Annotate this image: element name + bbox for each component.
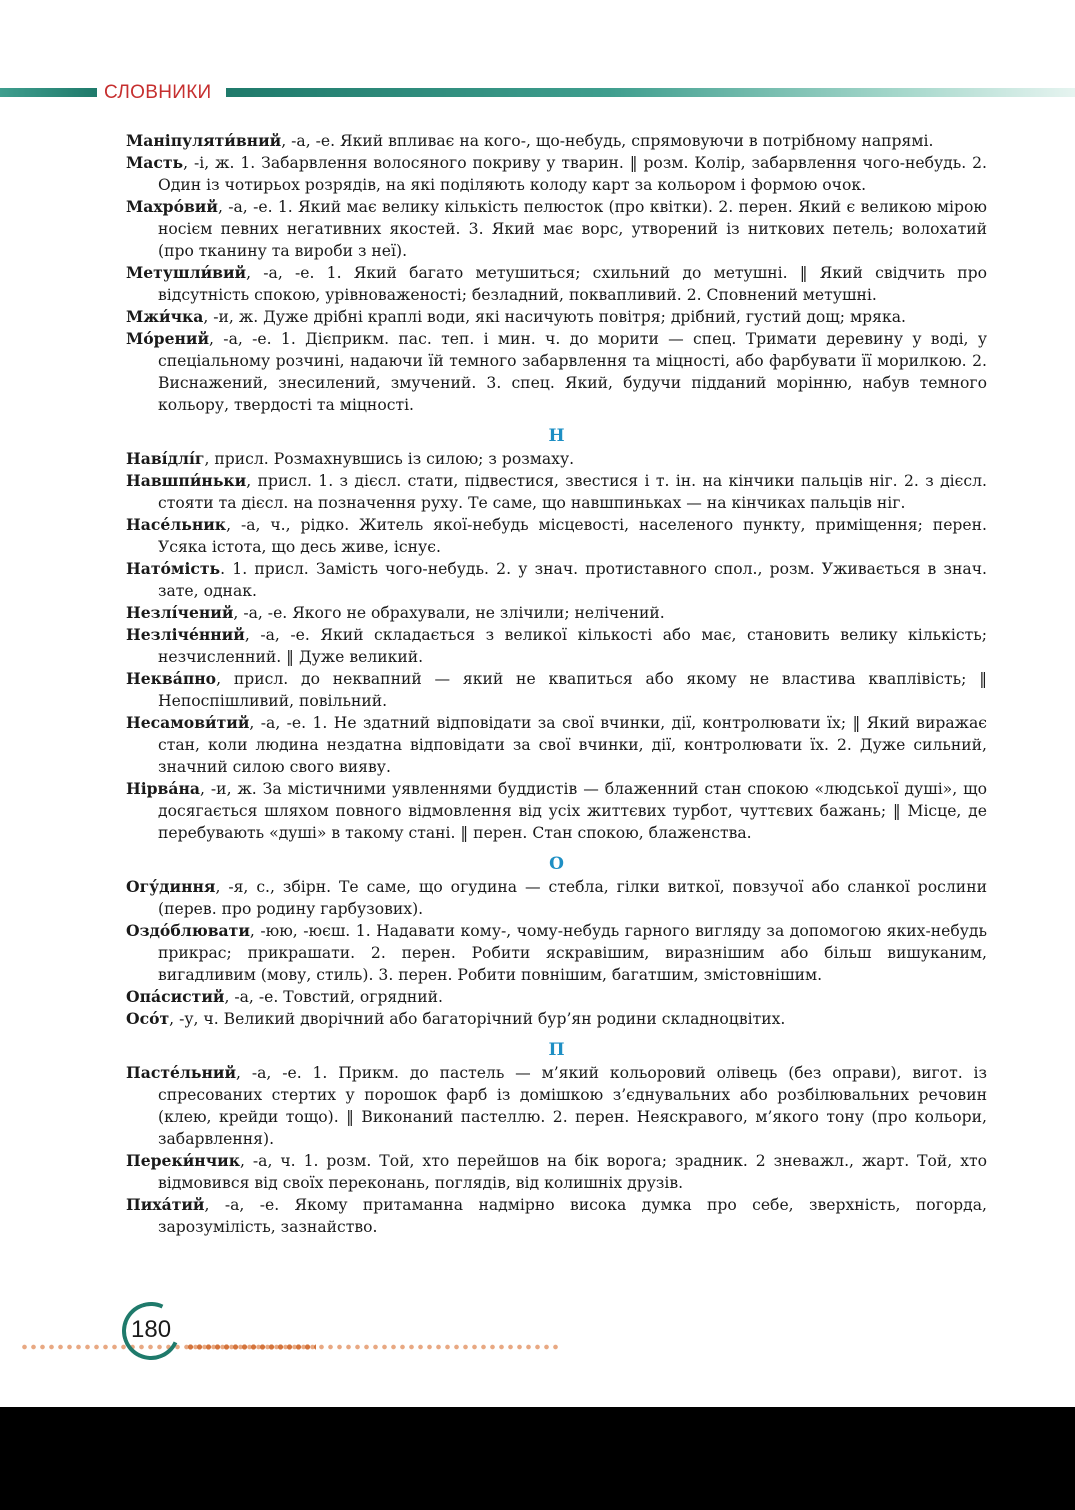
dictionary-entry	[126, 668, 987, 712]
bottom-black-bar	[0, 1407, 1075, 1510]
entry-headword: Махро́вий	[126, 197, 218, 216]
entry-headword: Огу́диння	[126, 877, 216, 896]
dictionary-content	[126, 130, 987, 1238]
entry-definition: , -і, ж. 1. Забарвлення волосяного покриву у тварин. ‖ розм. Колір, забарвлення чого-небудь. 2. Один із чотирьох розрядів, на які поділяють колоду карт за кольором і формою очок.	[158, 154, 987, 194]
entry-definition: , -а, -е. Якому притаманна надмірно висока думка про себе, зверхність, погорда, зарозумілість, зазнайство.	[158, 1196, 987, 1236]
page-number: 180	[131, 1316, 172, 1343]
entry-definition: , -у, ч. Великий дворічний або багаторічний бур’ян родини складноцвітих.	[169, 1010, 786, 1028]
dictionary-entry	[126, 196, 987, 262]
entry-headword: Метушли́вий	[126, 263, 247, 282]
dictionary-entry	[126, 152, 987, 196]
entry-definition: , -а, -е. Який впливає на кого-, що-небудь, спрямовуючи в потрібному напрямі.	[281, 132, 934, 150]
entry-headword: Незлі́чений	[126, 603, 234, 622]
header-accent-bar-right	[226, 88, 1075, 97]
section-title: СЛОВНИКИ	[104, 82, 212, 103]
entry-definition: , -а, -е. Товстий, огрядний.	[224, 988, 444, 1006]
dictionary-entry	[126, 778, 987, 844]
entry-headword: Навшпи́ньки	[126, 471, 247, 490]
dictionary-entry	[126, 1062, 987, 1150]
entry-headword: Нірва́на	[126, 779, 201, 798]
entry-headword: Незліче́нний	[126, 625, 245, 644]
dictionary-entry	[126, 920, 987, 986]
entry-definition: , -и, ж. За містичними уявленнями буддистів — блаженний стан спокою «людської душі», що досягається шляхом повного відмовлення від усіх життєвих турбот, чуттєвих бажань; ‖ Місце, де перебувають «душі» в такому стані. ‖ перен. Стан спокою, блаженства.	[158, 780, 987, 842]
entry-definition: , -а, -е. 1. Який багато метушиться; схильний до метушні. ‖ Який свідчить про відсутність спокою, урівноваженості; безладний, поквапливий. 2. Сповнений метушні.	[158, 264, 987, 304]
section-letter: Н	[548, 426, 565, 446]
dictionary-entry	[126, 262, 987, 306]
entry-definition: , -а, -е. 1. Прикм. до пастель — м’який кольоровий олівець (без оправи), вигот. із спресованих стертих у порошок фарб із домішкою з’єднувальних або розбілювальних речовин (клею, крейди тощо). ‖ Виконаний пастеллю. 2. перен. Неяскравого, м’якого тону (про кольори, забарвлення).	[158, 1064, 987, 1148]
dictionary-entry	[126, 470, 987, 514]
entry-headword: Мо́рений	[126, 329, 210, 348]
entry-definition: , -я, с., збірн. Те саме, що огудина — стебла, гілки виткої, повзучої або сланкої рослини (перев. про родину гарбузових).	[158, 878, 987, 918]
entry-headword: Мжи́чка	[126, 307, 204, 326]
entry-definition: , -а, -е. Якого не обрахували, не злічили; нелічений.	[233, 604, 665, 622]
section-letter: О	[549, 854, 564, 874]
entry-headword: Оздо́блювати	[126, 921, 250, 940]
dictionary-entry	[126, 876, 987, 920]
dictionary-entry	[126, 514, 987, 558]
dictionary-entry	[126, 624, 987, 668]
entry-definition: , -юю, -юєш. 1. Надавати кому-, чому-небудь гарного вигляду за допомогою яких-небудь прикрас; прикрашати. 2. перен. Робити яскравішим, виразнішим або більш вишуканим, вигадливим (мову, стиль). 3. перен. Робити повнішим, багатшим, змістовнішим.	[158, 922, 987, 984]
dictionary-entry	[126, 1008, 987, 1030]
dictionary-entry	[126, 306, 987, 328]
header-accent-bar-left	[0, 88, 97, 97]
entry-headword: Маніпуляти́вний	[126, 131, 282, 150]
entry-headword: Масть	[126, 153, 184, 172]
dictionary-entry	[126, 1150, 987, 1194]
entry-headword: Пиха́тий	[126, 1195, 205, 1214]
entry-definition: , присл. до неквапний — який не квапиться або якому не властива кваплівість; ‖ Непоспішливий, повільний.	[158, 670, 987, 710]
entry-definition: , -а, -е. 1. Дієприкм. пас. теп. і мин. ч. до морити — спец. Тримати деревину у воді, у спеціальному розчині, надаючи їй темного забарвлення та міцності, або фарбувати її морилкою. 2. Виснажений, знесилений, змучений. 3. спец. Який, будучи підданий морінню, набув темного кольору, твердості та міцності.	[158, 330, 987, 414]
entry-headword: Насе́льник	[126, 515, 227, 534]
entry-definition: , -а, -е. 1. Не здатний відповідати за свої вчинки, дії, контролювати їх; ‖ Який виражає стан, коли людина нездатна відповідати за свої вчинки, дії, контролювати їх. 2. Дуже сильний, значний силою свого вияву.	[158, 714, 987, 776]
footer-dots-accent	[186, 1343, 316, 1351]
entry-headword: Наві́длі́г	[126, 449, 205, 468]
entry-definition: , -а, ч., рідко. Житель якої-небудь місцевості, населеного пункту, приміщення; перен. Усяка істота, що десь живе, існує.	[158, 516, 987, 556]
dictionary-entry	[126, 712, 987, 778]
dictionary-entry	[126, 448, 987, 470]
section-letter: П	[548, 1040, 565, 1060]
dictionary-entry	[126, 328, 987, 416]
entry-headword: Пасте́льний	[126, 1063, 237, 1082]
entry-headword: Переки́нчик	[126, 1151, 240, 1170]
dictionary-entry	[126, 558, 987, 602]
dictionary-entry	[126, 1194, 987, 1238]
entry-headword: Осо́т	[126, 1009, 170, 1028]
entry-definition: , -а, -е. 1. Який має велику кількість пелюсток (про квітки). 2. перен. Який є великою мірою носієм певних негативних якостей. 3. Який має ворс, утворений із ниткових петель; волохатий (про тканину та вироби з неї).	[158, 198, 987, 260]
entry-definition: , присл. 1. з дієсл. стати, підвестися, звестися і т. ін. на кінчики пальців ніг. 2. з дієсл. стояти та дієсл. на позначення руху. Те саме, що навшпиньках — на кінчиках пальців ніг.	[158, 472, 987, 512]
entry-headword: Опа́систий	[126, 987, 225, 1006]
entry-definition: , -а, ч. 1. розм. Той, хто перейшов на бік ворога; зрадник. 2 зневажл., жарт. Той, хто відмовився від своїх переконань, поглядів, від колишніх друзів.	[158, 1152, 987, 1192]
entry-headword: Несамови́тий	[126, 713, 250, 732]
dictionary-entry	[126, 130, 987, 152]
entry-definition: , -а, -е. Який складається з великої кількості або має, становить велику кількість; незчисленний. ‖ Дуже великий.	[158, 626, 987, 666]
entry-headword: Неква́пно	[126, 669, 217, 688]
dictionary-entry	[126, 986, 987, 1008]
entry-headword: Нато́мість	[126, 559, 221, 578]
dictionary-entry	[126, 602, 987, 624]
entry-definition: . 1. присл. Замість чого-небудь. 2. у знач. протиставного спол., розм. Уживається в знач. зате, однак.	[158, 560, 987, 600]
entry-definition: , присл. Розмахнувшись із силою; з розмаху.	[204, 450, 575, 468]
entry-definition: , -и, ж. Дуже дрібні краплі води, які насичують повітря; дрібний, густий дощ; мряка.	[203, 308, 906, 326]
